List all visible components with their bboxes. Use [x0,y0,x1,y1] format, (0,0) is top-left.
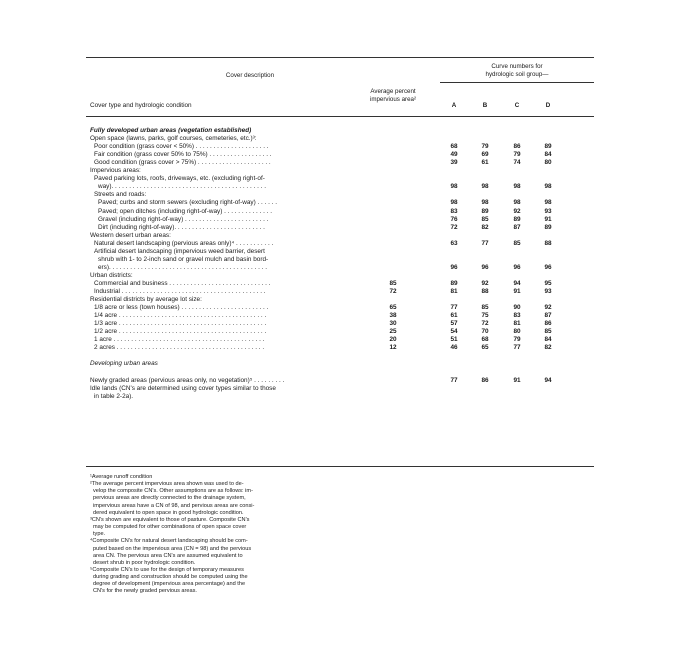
curve-number-a: 96 [450,263,458,271]
row-label: Natural desert landscaping (pervious areas only)⁴ . . . . . . . . . . . [94,239,274,247]
curve-number-d: 98 [544,199,552,207]
curve-number-b: 69 [481,151,489,159]
curve-number-b: 79 [481,143,489,151]
row-label: 1/2 acre . . . . . . . . . . . . . . . . . . . . . . . . . . . . . . . . . . . . . . . . . . [94,328,267,336]
curve-number-a: 49 [450,151,458,159]
group-a-header: A [451,102,457,109]
curve-number-a: 77 [450,376,458,384]
curve-number-b: 75 [481,312,489,320]
curve-number-b: 70 [481,328,489,336]
footnote-line: ⁴Composite CN's for natural desert landscaping should be com- [90,538,248,545]
curve-number-c: 79 [513,336,521,344]
footnote-line: ²The average percent impervious area shown was used to de- [90,481,244,488]
curve-number-d: 89 [544,143,552,151]
cover-description-header: Cover description [225,72,275,79]
curve-number-c: 94 [513,279,521,287]
footnote-line: impervious areas have a CN of 98, and pervious areas are consi- [93,502,255,509]
curve-number-d: 91 [544,215,552,223]
footnote-line: pervious areas are directly connected to the drainage system, [93,495,246,502]
curve-number-a: 72 [450,223,458,231]
row-label: Good condition (grass cover > 75%) . . . . . . . . . . . . . . . . . . . . . [94,159,271,167]
row-label: Open space (lawns, parks, golf courses, cemeteries, etc.)³: [90,135,257,143]
curve-number-a: 98 [450,183,458,191]
curve-number-c: 98 [513,183,521,191]
cover-type-header: Cover type and hydrologic condition [90,102,192,109]
row-label: Commercial and business . . . . . . . . . . . . . . . . . . . . . . . . . . . . . [94,279,271,287]
curve-number-a: 63 [450,239,458,247]
row-label: Impervious areas: [90,167,141,175]
curve-number-b: 72 [481,320,489,328]
impervious-percent: 72 [389,288,397,295]
curve-number-d: 98 [544,183,552,191]
row-label: Dirt (including right-of-way). . . . . . . . . . . . . . . . . . . . . . . . . . [98,223,265,231]
curve-number-a: 61 [450,312,458,320]
row-label: Residential districts by average lot size: [90,296,202,304]
curve-number-b: 92 [481,279,489,287]
curve-number-c: 89 [513,215,521,223]
curve-number-b: 85 [481,215,489,223]
curve-number-a: 46 [450,344,458,352]
curve-number-b: 89 [481,207,489,215]
curve-number-b: 86 [481,376,489,384]
row-label: shrub with 1- to 2-inch sand or gravel mulch and basin bord- [98,255,269,263]
curve-number-a: 76 [450,215,458,223]
footnote-line: ⁵Composite CN's to use for the design of temporary measures [90,566,244,573]
curve-number-a: 51 [450,336,458,344]
impervious-percent: 65 [389,304,397,312]
group-b-header: B [482,102,488,109]
row-label: Urban districts: [90,271,133,279]
curve-number-c: 98 [513,199,521,207]
row-label: Paved; curbs and storm sewers (excluding right-of-way) . . . . . . [98,199,278,207]
row-label: way). . . . . . . . . . . . . . . . . . . . . . . . . . . . . . . . . . . . . . . . . . . . [98,183,266,191]
curve-number-a: 54 [450,328,458,336]
impervious-percent: 85 [389,279,397,287]
row-label: in table 2-2a). [94,392,134,400]
footnote-line: ¹Average runoff condition [90,474,153,480]
row-label: Gravel (including right-of-way) . . . . . . . . . . . . . . . . . . . . . . . . [98,215,269,223]
curve-number-c: 91 [513,376,521,384]
row-label: Developing urban areas [90,360,158,368]
curve-number-a: 77 [450,304,458,312]
footnote-line: during grading and construction should be computed using the [93,574,248,581]
curve-number-d: 82 [544,344,552,352]
top-rule [86,57,594,58]
curve-number-a: 81 [450,288,458,295]
curve-number-c: 92 [513,207,521,215]
footnote-line: area CN. The pervious area CN's are assumed equivalent to [93,552,243,559]
curve-number-d: 93 [544,207,552,215]
row-label: Paved; open ditches (including right-of-way) . . . . . . . . . . . . . . [98,207,273,215]
curve-number-d: 87 [544,312,552,320]
row-label: Western desert urban areas: [90,231,171,239]
row-label: 2 acres . . . . . . . . . . . . . . . . . . . . . . . . . . . . . . . . . . . . . . . . . . [94,344,265,352]
curve-number-a: 57 [450,320,458,328]
impervious-percent: 20 [389,336,397,344]
row-label: Paved parking lots, roofs, driveways, etc. (excluding right-of- [94,175,265,183]
curve-number-d: 85 [544,328,552,336]
row-label: Industrial . . . . . . . . . . . . . . . . . . . . . . . . . . . . . . . . . . . . . . . . . [94,288,266,295]
row-label: 1 acre . . . . . . . . . . . . . . . . . . . . . . . . . . . . . . . . . . . . . . . . . . . [94,336,265,344]
row-label: Idle lands (CN's are determined using cover types similar to those [90,384,276,392]
footnote-line: ³CN's shown are equivalent to those of pasture. Composite CN's [90,516,250,523]
curve-number-b: 82 [481,223,489,231]
curve-number-d: 93 [544,288,552,295]
footnote-line: degree of development (impervious area percentage) and the [93,581,246,588]
curve-number-d: 89 [544,223,552,231]
curve-number-b: 77 [481,239,489,247]
curve-number-b: 61 [481,159,489,167]
row-label: Fully developed urban areas (vegetation established) [90,127,252,134]
curve-number-c: 79 [513,151,521,159]
curve-number-a: 68 [450,143,458,151]
curve-number-c: 81 [513,320,521,328]
curve-numbers-header: Curve numbers for [491,63,543,70]
curve-number-d: 94 [544,376,552,384]
curve-numbers-header-2: hydrologic soil group— [485,71,549,78]
footnote-line: velop the composite CN's. Other assumptions are as follows: im- [93,488,253,495]
curve-number-b: 98 [481,199,489,207]
row-label: 1/8 acre or less (town houses) . . . . . . . . . . . . . . . . . . . . . . . . . [94,304,269,312]
row-label: 1/4 acre . . . . . . . . . . . . . . . . . . . . . . . . . . . . . . . . . . . . . . . . . . [94,312,267,320]
impervious-percent: 38 [389,312,397,320]
footnote-line: desert shrub in poor hydrologic condition. [93,559,196,566]
row-label: Fair condition (grass cover 50% to 75%) . . . . . . . . . . . . . . . . . . [94,151,272,159]
avg-impervious-header-2: impervious area² [369,96,417,103]
curve-number-c: 91 [513,288,521,295]
impervious-percent: 25 [389,328,397,336]
group-d-header: D [545,102,551,109]
row-label: Streets and roads: [94,191,147,199]
footnote-line: may be computed for other combinations of open space cover [93,524,247,531]
avg-impervious-header-1: Average percent [370,88,416,95]
curve-number-d: 95 [544,279,552,287]
curve-number-a: 83 [450,207,458,215]
curve-number-d: 92 [544,304,552,312]
row-label: Newly graded areas (pervious areas only, no vegetation)⁵ . . . . . . . . . [90,376,285,384]
curve-number-b: 98 [481,183,489,191]
curve-number-b: 65 [481,344,489,352]
curve-number-d: 80 [544,159,552,167]
curve-number-d: 84 [544,151,552,159]
curve-number-c: 86 [513,143,521,151]
curve-number-c: 90 [513,304,521,312]
row-label: Artificial desert landscaping (impervious weed barrier, desert [94,247,265,255]
row-label: 1/3 acre . . . . . . . . . . . . . . . . . . . . . . . . . . . . . . . . . . . . . . . . . . [94,320,267,328]
curve-number-d: 86 [544,320,552,328]
footnote-line: dered equivalent to open space in good hydrologic condition. [93,509,244,516]
curve-number-c: 96 [513,263,521,271]
curve-number-d: 96 [544,263,552,271]
curve-number-a: 39 [450,159,458,167]
curve-number-c: 77 [513,344,521,352]
curve-number-c: 80 [513,328,521,336]
impervious-percent: 30 [389,320,397,328]
table-bottom-rule [86,466,594,467]
curve-number-b: 96 [481,263,489,271]
curve-number-c: 83 [513,312,521,320]
footnote-line: CN's for the newly graded pervious areas. [93,588,197,595]
curve-number-d: 88 [544,239,552,247]
curve-number-c: 74 [513,159,521,167]
header-bottom-rule [86,116,594,117]
curve-number-b: 88 [481,288,489,295]
curve-numbers-rule [440,82,594,83]
curve-number-b: 85 [481,304,489,312]
curve-number-a: 98 [450,199,458,207]
footnote-line: puted based on the impervious area (CN = 98) and the pervious [93,545,252,552]
footnote-line: type. [93,531,106,538]
group-c-header: C [514,102,520,109]
row-label: Poor condition (grass cover < 50%) . . . . . . . . . . . . . . . . . . . . . [94,143,269,151]
impervious-percent: 12 [389,344,397,352]
curve-number-c: 87 [513,223,521,231]
curve-number-a: 89 [450,279,458,287]
curve-number-d: 84 [544,336,552,344]
curve-number-b: 68 [481,336,489,344]
row-label: ers). . . . . . . . . . . . . . . . . . . . . . . . . . . . . . . . . . . . . . . . . . . . . [98,263,268,271]
curve-number-c: 85 [513,239,521,247]
